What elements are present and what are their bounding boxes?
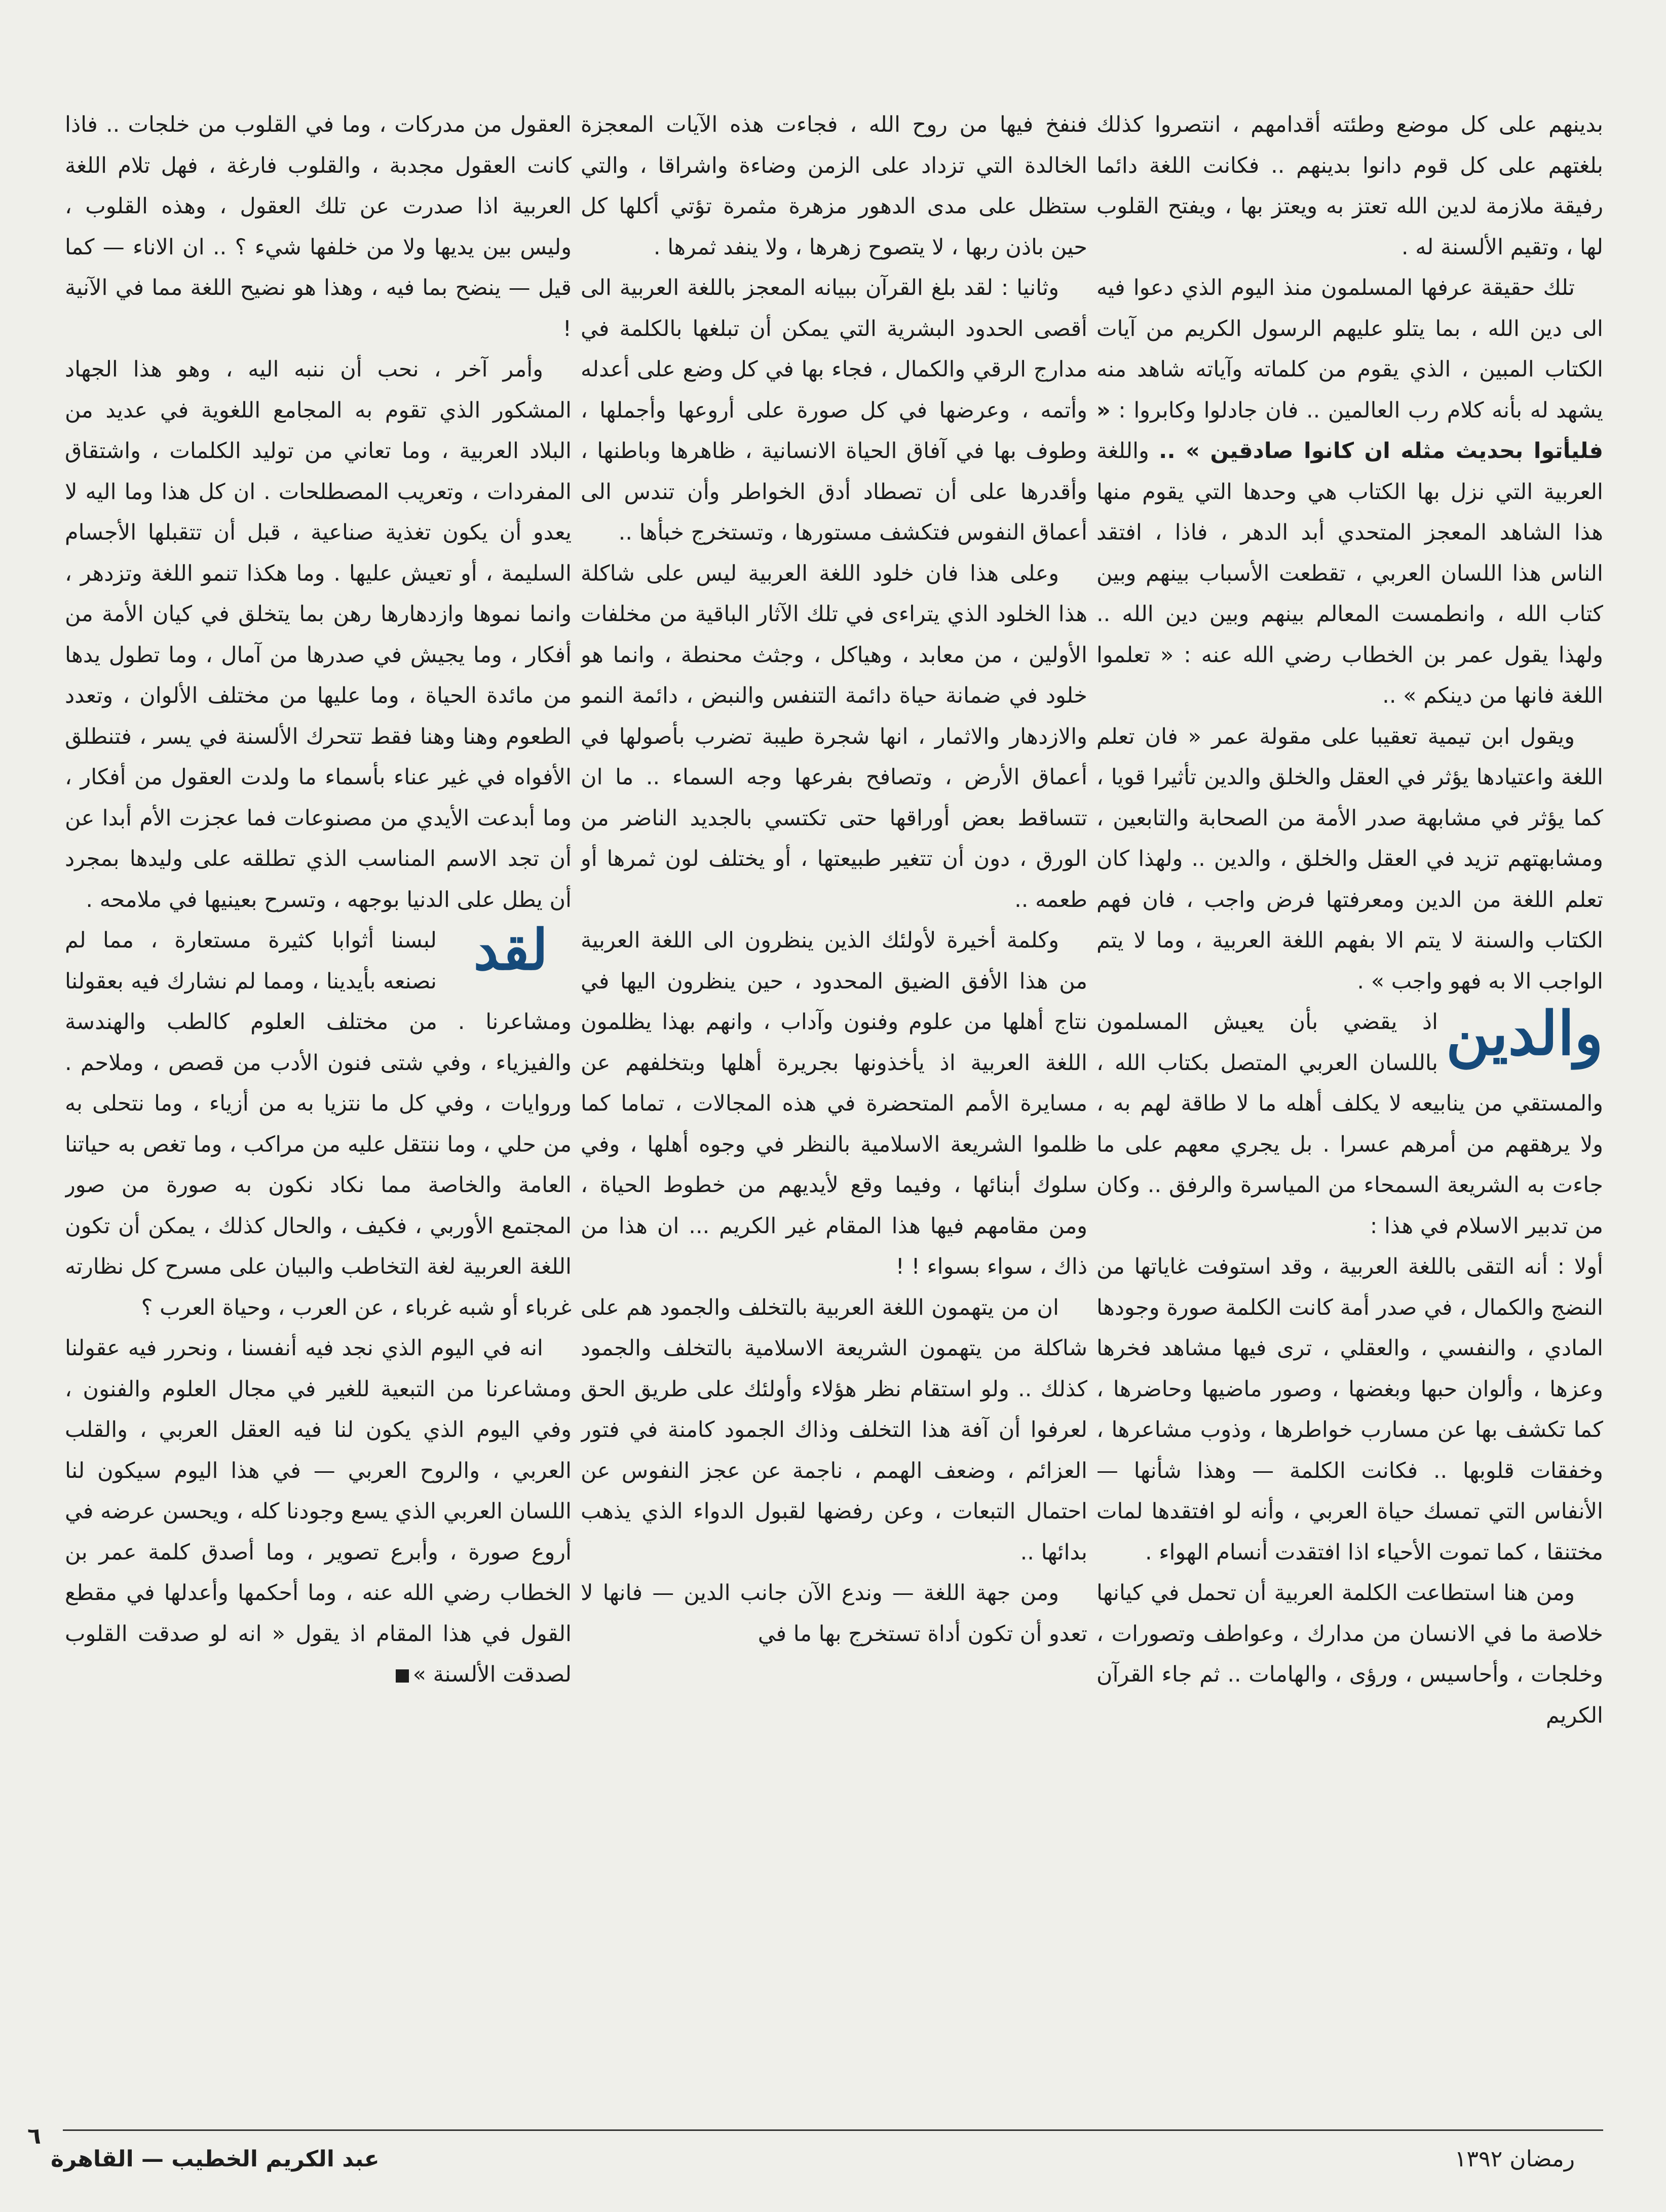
page-number: ٦ — [27, 2123, 41, 2149]
paragraph-text: انه في اليوم الذي نجد فيه أنفسنا ، ونحرر فيه عقولنا ومشاعرنا من التبعية للغير في مجال العلوم والفنون ، وفي اليوم الذي يكون لنا فيه العقل العربي ، والقلب العربي ، والروح العربي — في هذا اليوم سيكون لنا اللسان العربي الذي يسع وجودنا كله ، ويحسن عرضه في أروع صورة ، وأبرع تصوير ، وما أصدق كلمة عمر بن الخطاب رضي الله عنه ، وما أحكمها وأعدلها في مقطع القول في هذا المقام اذ يقول « انه لو صدقت القلوب لصدقت الألسنة » — [65, 1336, 572, 1687]
quran-quote: « فليأتوا بحديث مثله ان كانوا صادقين » .. — [1096, 397, 1603, 464]
paragraph: وعلى هذا فان خلود اللغة العربية ليس على شاكلة هذا الخلود الذي يتراءى في تلك الآثار الباقية من مخلفات الأولين ، من معابد ، وهياكل ، وجثث محنطة ، وانما هو خلود في ضمانة حياة دائمة التنفس والنبض ، دائمة النمو والازدهار والاثمار ، انها شجرة طيبة تضرب بأصولها في أعماق الأرض ، وتصافح بفرعها وجه السماء .. ما ان تتساقط بعض أوراقها حتى تكتسي بالجديد الناضر من الورق ، دون أن تتغير طبيعتها ، أو يختلف لون ثمرها أو طعمه .. — [581, 560, 1087, 912]
paragraph-with-dropcap — [65, 917, 572, 1328]
paragraph-text: واللغة العربية التي نزل بها الكتاب هي وحدها التي يقوم منها هذا الشاهد المعجز المتحدي أبد الدهر ، فاذا ، افتقد الناس هذا اللسان العربي ، تقطعت الأسباب بينهم وبين كتاب الله ، وانطمست المعالم بينهم وبين دين الله .. ولهذا يقول عمر بن الخطاب رضي الله عنه : « تعلموا اللغة فانها من دينكم » .. — [1096, 438, 1603, 708]
paragraph-text: لبسنا أثوابا كثيرة مستعارة ، مما لم نصنعه بأيدينا ، ومما لم نشارك فيه بعقولنا ومشاعرنا . من مختلف العلوم كالطب والهندسة والفيزياء ، وفي شتى فنون الأدب من قصص ، وملاحم . وروايات ، وفي كل ما نتزيا به من أزياء ، وما نتحلى به من حلي ، وما ننتقل عليه من مراكب ، وما تغص به حياتنا العامة والخاصة مما نكاد نكون به صورة من صور المجتمع الأوربي ، فكيف ، والحال كذلك ، يمكن أن تكون اللغة العربية لغة التخاطب والبيان على مسرح كل نظارته غرباء أو شبه غرباء ، عن العرب ، وحياة العرب ؟ — [65, 928, 572, 1320]
paragraph: ومن هنا استطاعت الكلمة العربية أن تحمل في كيانها خلاصة ما في الانسان من مدارك ، وعواطف وتصورات ، وخلجات ، وأحاسيس ، ورؤى ، والهامات .. ثم جاء القرآن الكريم — [1096, 1580, 1603, 1728]
paragraph: أولا : أنه التقى باللغة العربية ، وقد استوفت غاياتها من النضج والكمال ، في صدر أمة كانت الكلمة صورة وجودها المادي ، والنفسي ، والعقلي ، ترى فيها مشاهد فخرها وعزها ، وألوان حبها وبغضها ، وصور ماضيها وحاضرها ، كما تكشف بها عن مسارب خواطرها ، وذوب مشاعرها ، وخفقات قلوبها .. فكانت الكلمة — وهذا شأنها — الأنفاس التي تمسك حياة العربي ، وأنه لو افتقدها لمات مختنقا ، كما تموت الأحياء اذا افتقدت أنسام الهواء . — [1096, 1254, 1603, 1565]
paragraph — [65, 1328, 572, 1695]
calligraphic-dropcap: لقد — [473, 917, 548, 982]
paragraph: ان من يتهمون اللغة العربية بالتخلف والجمود هم على شاكلة من يتهمون الشريعة الاسلامية بالتخلف والجمود كذلك .. ولو استقام نظر هؤلاء وأولئك على طريق الحق لعرفوا أن آفة هذا التخلف وذاك الجمود كامنة في فتور العزائم ، وضعف الهمم ، ناجمة عن عجز النفوس عن احتمال التبعات ، وعن رفضها لقبول الدواء الذي يذهب بدائها .. — [581, 1294, 1087, 1565]
article-end-mark — [396, 1669, 409, 1683]
paragraph: ويقول ابن تيمية تعقيبا على مقولة عمر « فان تعلم اللغة واعتيادها يؤثر في العقل والخلق والدين تأثيرا قويا ، كما يؤثر في مشابهة صدر الأمة من الصحابة والتابعين ، ومشابهتهم تزيد في العقل والخلق ، والدين .. ولهذا كان تعلم اللغة من الدين ومعرفتها فرض واجب ، فان فهم الكتاب والسنة لا يتم الا بفهم اللغة العربية ، وما لا يتم الواجب الا به فهو واجب » . — [1096, 723, 1603, 994]
author-byline: عبد الكريم الخطيب — القاهرة — [51, 2146, 380, 2172]
paragraph: بدينهم على كل موضع وطئته أقدامهم ، انتصروا كذلك بلغتهم على كل قوم دانوا بدينهم .. فكانت اللغة دائما رفيقة ملازمة لدين الله تعتز به ويعتز بها ، ويفتح القلوب لها ، وتقيم الألسنة له . — [1096, 112, 1603, 260]
issue-date: رمضان ١٣٩٢ — [1454, 2146, 1575, 2172]
paragraph: العقول من مدركات ، وما في القلوب من خلجات .. فاذا كانت العقول مجدبة ، والقلوب فارغة ، فهل تلام اللغة العربية اذا صدرت عن تلك العقول ، وهذه القلوب ، وليس بين يديها ولا من خلفها شيء ؟ .. ان الاناء — كما قيل — ينضح بما فيه ، وهذا هو نضيح اللغة مما في الآنية ! — [65, 112, 572, 341]
calligraphic-dropcap: والدين — [1446, 998, 1603, 1069]
article-column-middle — [581, 104, 1087, 2141]
paragraph-with-dropcap — [1096, 998, 1603, 1246]
paragraph: ومن جهة اللغة — وندع الآن جانب الدين — فانها لا تعدو أن تكون أداة تستخرج بها ما في — [581, 1580, 1087, 1647]
paragraph: وكلمة أخيرة لأولئك الذين ينظرون الى اللغة العربية من هذا الأفق الضيق المحدود ، حين ينظرون اليها في نتاج أهلها من علوم وفنون وآداب ، وانهم بهذا يظلمون اللغة العربية اذ يأخذونها بجريرة أهلها وبتخلفهم عن مسايرة الأمم المتحضرة في هذه المجالات ، تماما كما ظلموا الشريعة الاسلامية بالنظر في وجوه أهلها ، وفي سلوك أبنائها ، وفيما وقع لأيديهم من خطوط الحياة ، ومن مقامهم فيها هذا المقام غير الكريم ... ان هذا من ذاك ، سواء بسواء ! ! — [581, 928, 1087, 1279]
paragraph: وثانيا : لقد بلغ القرآن ببيانه المعجز باللغة العربية الى أقصى الحدود البشرية التي يمكن أن تبلغها بالكلمة في مدارج الرقي والكمال ، فجاء بها في كل وضع على أعدله وأتمه ، وعرضها في كل صورة على أروعها وأجملها ، وطوف بها في آفاق الحياة الانسانية ، ظاهرها وباطنها ، وأقدرها على أن تصطاد أدق الخواطر وأن تندس الى أعماق النفوس فتكشف مستورها ، وتستخرج خبأها .. — [581, 275, 1087, 545]
paragraph: فنفخ فيها من روح الله ، فجاءت هذه الآيات المعجزة الخالدة التي تزداد على الزمن وضاءة واشراقا ، والتي ستظل على مدى الدهور مزهرة مثمرة تؤتي أكلها كل حين باذن ربها ، لا يتصوح زهرها ، ولا ينفد ثمرها . — [581, 112, 1087, 260]
paragraph-text: تلك حقيقة عرفها المسلمون منذ اليوم الذي دعوا فيه الى دين الله ، بما يتلو عليهم الرسول الكريم من آيات الكتاب المبين ، الذي يقوم من كلماته وآياته شاهد منه يشهد له بأنه كلام رب العالمين .. فان جادلوا وكابروا : — [1096, 275, 1603, 423]
paragraph — [1096, 268, 1603, 716]
paragraph-text: اذ يقضي بأن يعيش المسلمون باللسان العربي المتصل بكتاب الله ، والمستقي من ينابيعه لا يكلف أهله ما لا طاقة لهم به ، ولا يرهقهم من أمرهم عسرا . بل يجري معهم على ما جاءت به الشريعة السمحاء من المياسرة والرفق .. وكان من تدبير الاسلام في هذا : — [1096, 1009, 1603, 1239]
article-column-right — [1096, 104, 1603, 2141]
footer-rule — [63, 2129, 1603, 2131]
article-column-left — [65, 104, 572, 2212]
paragraph: وأمر آخر ، نحب أن ننبه اليه ، وهو هذا الجهاد المشكور الذي تقوم به المجامع اللغوية في عديد من البلاد العربية ، وما تعاني من توليد الكلمات ، واشتقاق المفردات ، وتعريب المصطلحات . ان كل هذا وما اليه لا يعدو أن يكون تغذية صناعية ، قبل أن تتقبلها الأجسام السليمة ، أو تعيش عليها . وما هكذا تنمو اللغة وتزدهر ، وانما نموها وازدهارها رهن بما يتخلق في كيان الأمة من أفكار ، وما يجيش في صدرها من آمال ، وما تطول يدها من مائدة الحياة ، وما عليها من مختلف الألوان ، وتعدد الطعوم وهنا وهنا فقط تتحرك الألسنة في يسر ، فتنطلق الأفواه في غير عناء بأسماء ما ولدت العقول من أفكار ، وما أبدعت الأيدي من مصنوعات فما عجزت الأم أبدا عن أن تجد الاسم المناسب الذي تطلقه على وليدها بمجرد أن يطل على الدنيا بوجهه ، وتسرح بعينيها في ملامحه . — [65, 357, 572, 912]
